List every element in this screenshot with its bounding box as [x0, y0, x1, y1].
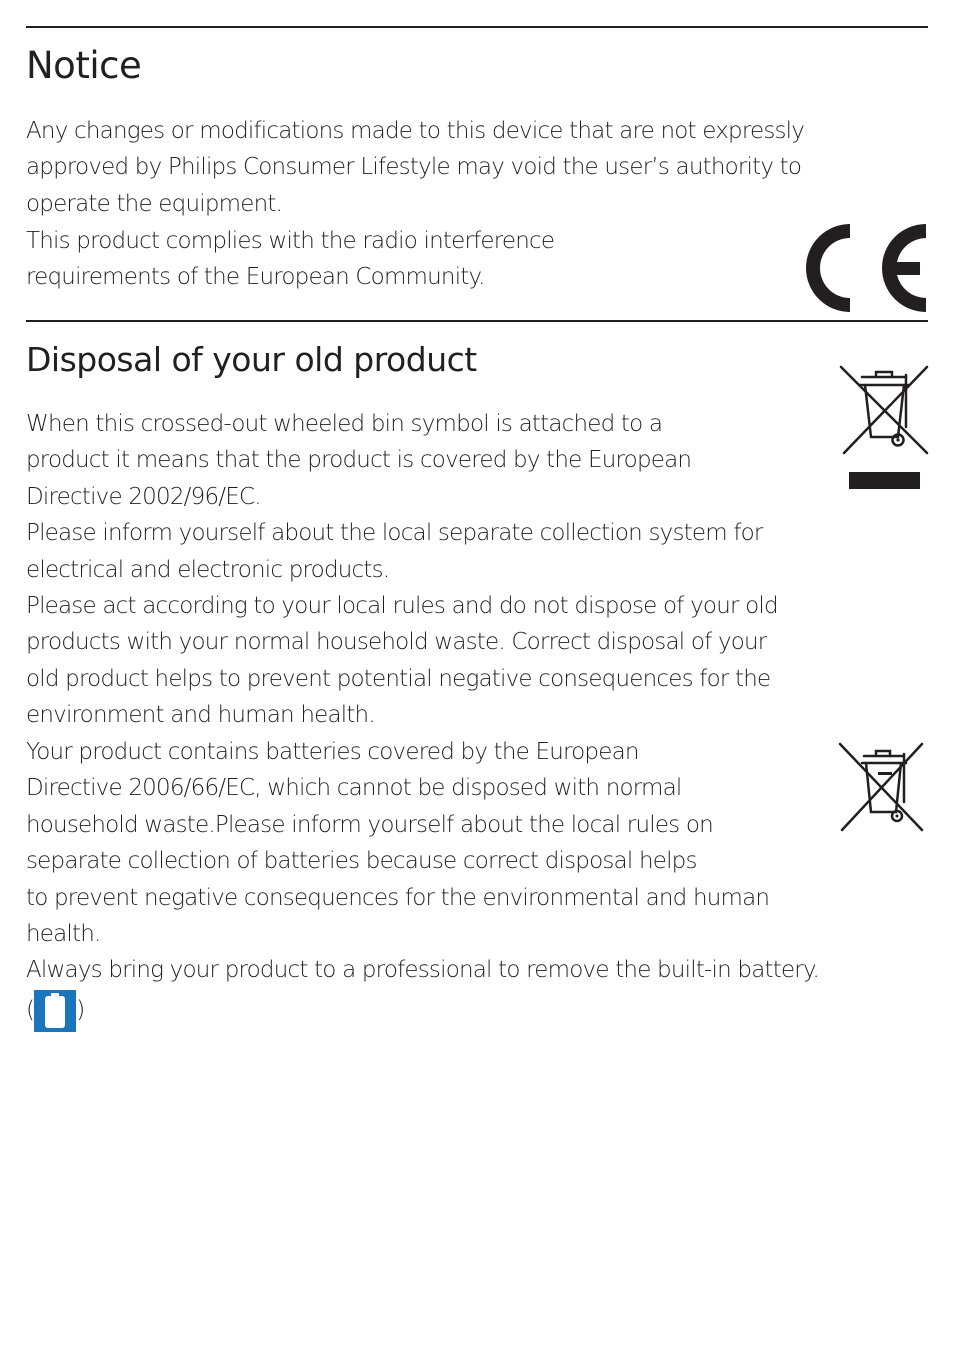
disposal-paragraph-1: [26, 406, 778, 734]
battery-symbol-line: [26, 989, 819, 1031]
text-line: Please inform yourself about the local separate collection system for: [26, 520, 763, 547]
text-line: This product complies with the radio interference: [26, 228, 555, 254]
text-line: Please act according to your local rules and do not dispose of your old: [26, 593, 778, 620]
notice-heading: Notice: [26, 44, 142, 87]
section-rule: [26, 320, 928, 322]
text-line: product it means that the product is covered by the European: [26, 447, 692, 474]
top-rule: [26, 26, 928, 28]
text-line: health.: [26, 921, 101, 948]
text-line: Directive 2002/96/EC.: [26, 483, 261, 510]
text-line: Directive 2006/66/EC, which cannot be disposed with normal: [26, 775, 682, 802]
disposal-heading: Disposal of your old product: [26, 340, 477, 379]
text-line: Any changes or modifications made to this device that are not expressly: [26, 118, 805, 144]
notice-paragraph-2: [26, 223, 554, 296]
text-line: environment and human health.: [26, 702, 375, 729]
notice-paragraph-1: [26, 113, 804, 222]
text-line: electrical and electronic products.: [26, 556, 390, 583]
text-line: operate the equipment.: [26, 190, 283, 217]
text-line: requirements of the European Community.: [26, 264, 485, 291]
text-line: products with your normal household waste. Correct disposal of your: [26, 629, 767, 656]
text-line: Your product contains batteries covered by the European: [26, 739, 639, 765]
text-line: to prevent negative consequences for the environmental and human: [26, 884, 770, 911]
text-line: old product helps to prevent potential negative consequences for the: [26, 665, 771, 692]
crossed-out-bin-icon: [838, 365, 930, 491]
disposal-paragraph-2: [26, 734, 819, 1031]
text-line: When this crossed-out wheeled bin symbol is attached to a: [26, 411, 663, 437]
text-line: Always bring your product to a professional to remove the built-in battery.: [26, 957, 819, 984]
battery-paren-close: ): [76, 996, 85, 1023]
battery-icon: [34, 990, 76, 1032]
text-line: approved by Philips Consumer Lifestyle may void the user’s authority to: [26, 154, 802, 181]
text-line: separate collection of batteries because correct disposal helps: [26, 848, 697, 875]
battery-paren-open: (: [26, 996, 35, 1023]
text-line: household waste.Please inform yourself about the local rules on: [26, 811, 713, 838]
battery-bin-icon: [838, 742, 926, 834]
ce-mark-icon: [804, 222, 928, 314]
